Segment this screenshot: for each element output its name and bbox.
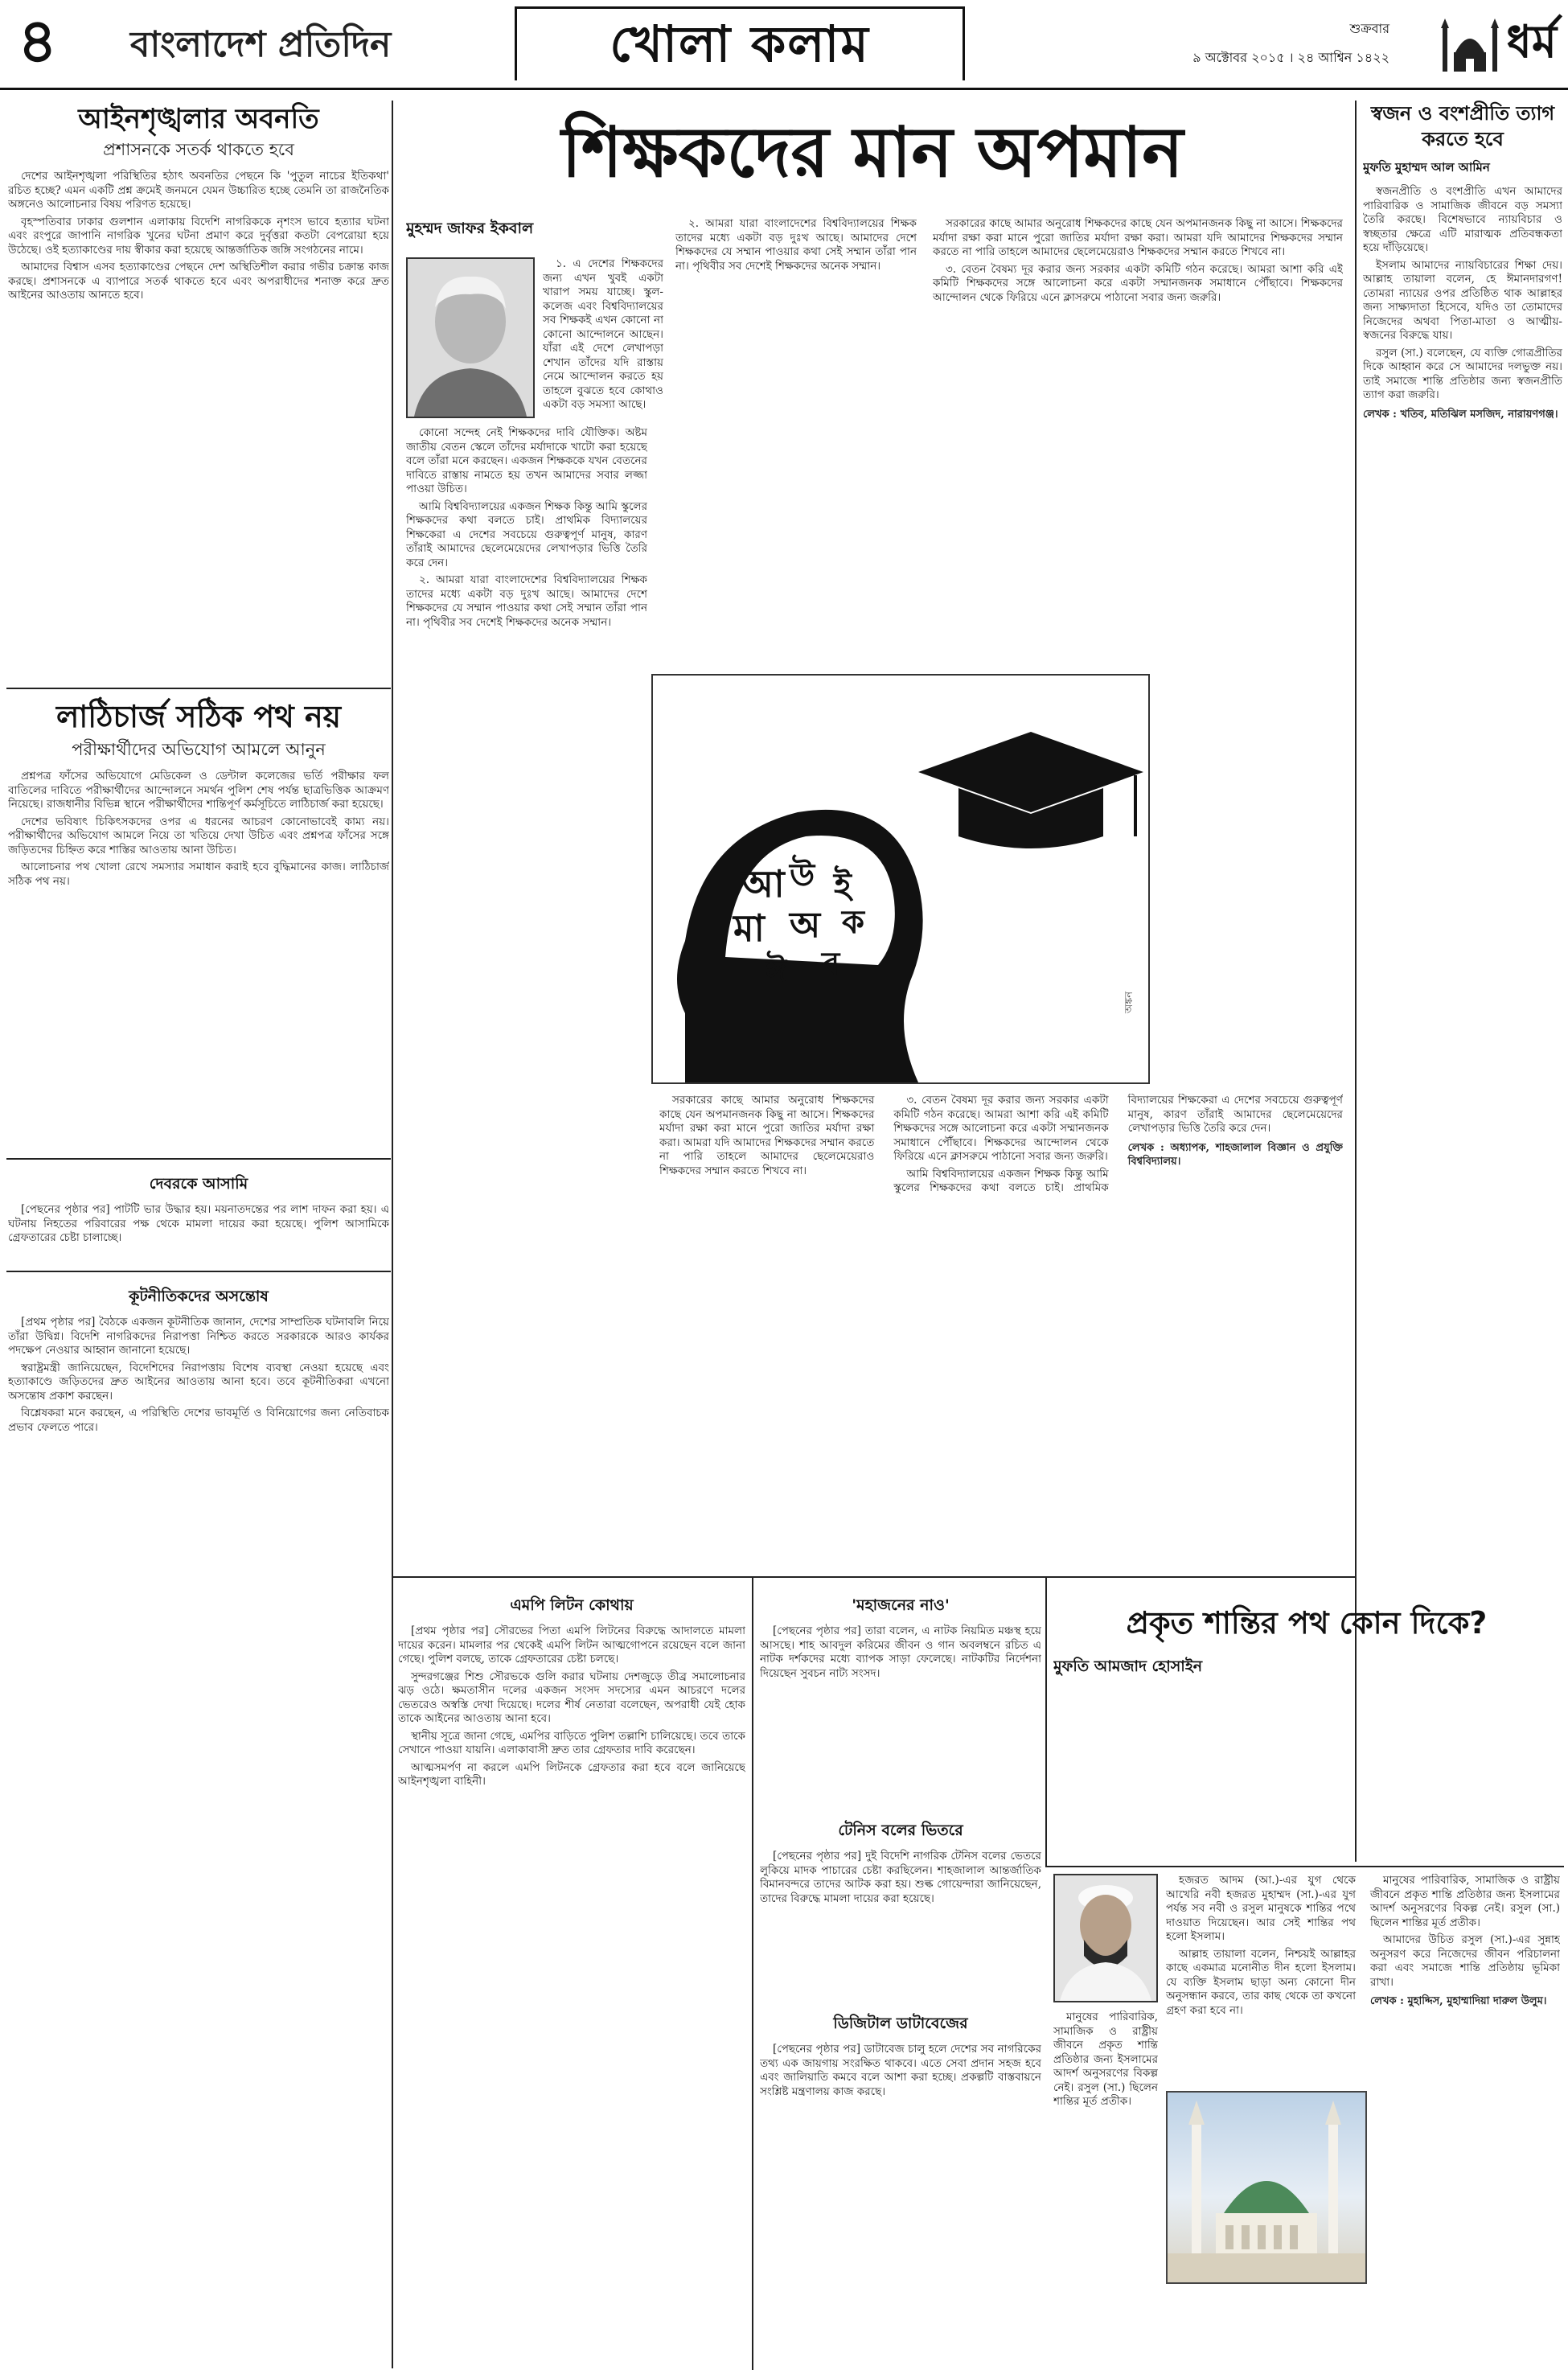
news-tennis-ball [760, 1811, 1041, 1996]
paragraph: ৩. বেতন বৈষম্য দূর করার জন্য সরকার একটা কমিটি গঠন করেছে। আমরা আশা করি এই কমিটি শিক্ষকদের সঙ্গে আলোচনা করে একটা সম্মানজনক সমাধানে পৌঁছাবে। শিক্ষকদের আন্দোলন থেকে ফিরিয়ে এনে ক্লাসরুমে পাঠানো সবার জন্য জরুরি। [893, 1094, 1109, 1163]
lead-column-2 [406, 426, 647, 1568]
paragraph: স্থানীয় সূত্রে জানা গেছে, এমপির বাড়িতে পুলিশ তল্লাশি চালিয়েছে। তবে তাকে সেখানে পাওয়া যায়নি। এলাকাবাসী দ্রুত তার গ্রেফতার দাবি করেছেন। [398, 1729, 745, 1756]
article-title: প্রকৃত শান্তির পথ কোন দিকে? [1126, 1605, 1488, 1641]
religion-article-peace-head [1053, 1586, 1560, 1859]
article-subtitle: প্রশাসনকে সতর্ক থাকতে হবে [103, 140, 294, 159]
page-header [0, 0, 1568, 90]
mosque-image [1168, 2093, 1365, 2282]
section-rule [6, 1158, 391, 1160]
section-rule [1045, 1866, 1564, 1867]
paragraph: সরকারের কাছে আমার অনুরোধ শিক্ষকদের কাছে যেন অপমানজনক কিছু না আসে। শিক্ষকদের মর্যাদা রক্ষা করা মানে পুরো জাতির মর্যাদা রক্ষা করা। আমরা যদি আমাদের শিক্ষকদের সম্মান করতে না পারি তাহলে আমাদের ছেলেমেয়েরাও শিক্ষকদের সম্মান করতে শিখবে না। [659, 1094, 875, 1177]
article-body [1053, 2011, 1158, 2109]
news-digital-database [760, 2004, 1041, 2366]
article-title: এমপি লিটন কোথায় [510, 1596, 634, 1614]
column-rule [752, 1578, 753, 2370]
paragraph: প্রশ্নপত্র ফাঁসের অভিযোগে মেডিকেল ও ডেন্টাল কলেজের ভর্তি পরীক্ষার ফল বাতিলের দাবিতে পরীক্ষার্থীদের আন্দোলনে সমর্থন পুলিশ শেষ পর্যন্ত ছাত্রভিত্তিক আক্রমণ নিয়েছে। রাজধানীর বিভিন্ন স্থানে পরীক্ষার্থীদের শান্তিপূর্ণ কর্মসূচিতে লাঠিচার্জ করা হয়েছে। [8, 770, 389, 811]
author-photo [1055, 1875, 1156, 2001]
writer-note: লেখক : অধ্যাপক, শাহজালাল বিজ্ঞান ও প্রযুক্তি বিশ্ববিদ্যালয়। [1127, 1141, 1343, 1168]
byline: মুহম্মদ জাফর ইকবাল [406, 220, 534, 237]
paragraph: [প্রথম পৃষ্ঠার পর] সৌরভের পিতা এমপি লিটনের বিরুদ্ধে আদালতে মামলা দায়ের করেন। মামলার পর থেকেই এমপি লিটন আত্মগোপনে রয়েছেন বলে জানা গেছে। পুলিশ বলছে, তাকে গ্রেফতারের চেষ্টা চলছে। [398, 1624, 745, 1665]
article-body [659, 1094, 1343, 1196]
article-title: আইনশৃঙ্খলার অবনতি [78, 103, 319, 135]
paragraph: ৩. বেতন বৈষম্য দূর করার জন্য সরকার একটা কমিটি গঠন করেছে। আমরা আশা করি এই কমিটি শিক্ষকদের সঙ্গে আলোচনা করে একটা সম্মানজনক সমাধানে পৌঁছাবে। শিক্ষকদের আন্দোলন থেকে ফিরিয়ে এনে ক্লাসরুমে পাঠানো সবার জন্য জরুরি। [933, 262, 1343, 304]
editorial-law-order [8, 101, 389, 686]
paragraph: মানুষের পারিবারিক, সামাজিক ও রাষ্ট্রীয় জীবনে প্রকৃত শান্তি প্রতিষ্ঠার জন্য ইসলামের আদর্শ অনুসরণের বিকল্প নেই। রসুল (সা.) ছিলেন শান্তির মূর্ত প্রতীক। [1053, 2011, 1158, 2108]
paragraph: স্বজনপ্রীতি ও বংশপ্রীতি এখন আমাদের পারিবারিক ও সামাজিক জীবনে বড় সমস্যা তৈরি করছে। বিশেষভাবে ন্যায়বিচার ও স্বচ্ছতার ক্ষেত্রে এটি মারাত্মক প্রতিবন্ধকতা হয়ে দাঁড়িয়েছে। [1363, 185, 1562, 254]
paragraph: স্বরাষ্ট্রমন্ত্রী জানিয়েছেন, বিদেশিদের নিরাপত্তায় বিশেষ ব্যবস্থা নেওয়া হয়েছে এবং হত্যাকাণ্ডে জড়িতদের দ্রুত আইনের আওতায় আনা হবে। তবে কূটনীতিকরা এখনো অসন্তোষ প্রকাশ করছেন। [8, 1361, 389, 1403]
religion-section-label [1396, 6, 1557, 84]
paragraph: দেশের আইনশৃঙ্খলা পরিস্থিতির হঠাৎ অবনতির পেছনে কি 'পুতুল নাচের ইতিকথা' রচিত হচ্ছে? এমন একটি প্রশ্ন ক্রমেই জনমনে যেমন উচ্চারিত হচ্ছে তেমনি তা রাজনৈতিক অঙ্গনেও আলোচনার বিষয় পরিণত হয়েছে। [8, 170, 389, 211]
mosque-photo [1166, 2091, 1367, 2284]
article-body [8, 770, 389, 889]
article-subtitle: পরীক্ষার্থীদের অভিযোগ আমলে আনুন [72, 740, 326, 759]
paragraph: ১. এ দেশের শিক্ষকদের জন্য এখন খুবই একটা খারাপ সময় যাচ্ছে। স্কুল-কলেজ এবং বিশ্ববিদ্যালয়ের সব শিক্ষকই এখন কোনো না কোনো আন্দোলনে আছেন। যাঁরা এই দেশে লেখাপড়া শেখান তাঁদের যদি রাস্তায় নেমে আন্দোলন করতে হয় তাহলে বুঝতে হবে কোথাও একটা বড় সমস্যা আছে। [543, 257, 663, 411]
article-title: ডিজিটাল ডাটাবেজের [833, 2015, 968, 2032]
article-body [760, 1624, 1041, 1681]
paragraph: আমাদের বিশ্বাস এসব হত্যাকাণ্ডের পেছনে দেশ অস্থিতিশীল করার গভীর চক্রান্ত কাজ করছে। প্রশাসনকে এ ব্যাপারে সতর্ক থাকতে হবে এবং অপরাধীদের শনাক্ত করে দ্রুত আইনের আওতায় আনতে হবে। [8, 261, 389, 302]
paragraph: দেশের ভবিষ্যৎ চিকিৎসকদের ওপর এ ধরনের আচরণ কোনোভাবেই কাম্য নয়। পরীক্ষার্থীদের অভিযোগ আমলে নিয়ে তা খতিয়ে দেখা উচিত এবং প্রশ্নপত্র ফাঁসের সঙ্গে জড়িতদের চিহ্নিত করে শাস্তির আওতায় আনা উচিত। [8, 815, 389, 856]
byline: মুফতি মুহাম্মদ আল আমিন [1363, 160, 1490, 175]
paragraph: [পেছনের পৃষ্ঠার পর] পাটটি ভার উদ্ধার হয়। ময়নাতদন্তের পর লাশ দাফন করা হয়। এ ঘটনায় নিহতের পরিবারের পক্ষ থেকে মামলা দায়ের করা হয়েছে। পুলিশ আসামিকে গ্রেফতারের চেষ্টা চালাচ্ছে। [8, 1203, 389, 1244]
article-body [8, 1316, 389, 1435]
paragraph: ইসলাম আমাদের ন্যায়বিচারের শিক্ষা দেয়। আল্লাহ তায়ালা বলেন, হে ঈমানদারগণ! তোমরা ন্যায়ের ওপর প্রতিষ্ঠিত থাক আল্লাহর জন্য সাক্ষ্যদাতা হিসেবে, যদিও তা তোমাদের নিজেদের অথবা পিতা-মাতা ও আত্মীয়-স্বজনের বিরুদ্ধে যায়। [1363, 258, 1562, 342]
lead-headline: শিক্ষকদের মান অপমান [561, 113, 1184, 193]
paragraph: হজরত আদম (আ.)-এর যুগ থেকে আখেরি নবী হজরত মুহাম্মদ (সা.)-এর যুগ পর্যন্ত সব নবী ও রসুল মানুষকে শান্তির পথে দাওয়াত দিয়েছেন। আর সেই শান্তির পথ হলো ইসলাম। [1166, 1874, 1356, 1943]
illustration-credit: অঙ্কন [1123, 991, 1135, 1013]
mosque-icon [1439, 17, 1502, 73]
illustration-letter: মা [733, 906, 765, 950]
author-portrait [406, 257, 535, 418]
day-label: শুক্রবার [1349, 21, 1389, 36]
paragraph: রসুল (সা.) বলেছেন, যে ব্যক্তি গোত্রপ্রীতির দিকে আহ্বান করে সে আমাদের দলভুক্ত নয়। তাই সমাজে শান্তি প্রতিষ্ঠার জন্য স্বজনপ্রীতি ত্যাগ করা জরুরি। [1363, 346, 1562, 401]
article-title: দেবরকে আসামি [149, 1175, 248, 1193]
author-photo [408, 259, 533, 417]
article-body [1166, 1874, 1560, 2018]
article-title: কূটনীতিকদের অসন্তোষ [129, 1288, 269, 1305]
news-mahajoner-nao [760, 1586, 1041, 1803]
page-number: ৪ [18, 5, 58, 76]
paragraph: ২. আমরা যারা বাংলাদেশের বিশ্ববিদ্যালয়ের শিক্ষক তাদের মধ্যে একটা বড় দুঃখ আছে। আমাদের দেশে শিক্ষকদের যে সম্মান পাওয়ার কথা সেই সম্মান তাঁরা পান না। পৃথিবীর সব দেশেই শিক্ষকদের অনেক সম্মান। [675, 217, 917, 273]
paragraph: আমি বিশ্ববিদ্যালয়ের একজন শিক্ষক কিন্তু আমি স্কুলের শিক্ষকদের কথা বলতে চাই। প্রাথমিক বিদ্যালয়ের শিক্ষকেরা এ দেশের সবচেয়ে গুরুত্বপূর্ণ মানুষ, কারণ তাঁরাই আমাদের ছেলেমেয়েদের লেখাপড়ার ভিত্তি তৈরি করে দেন। [406, 499, 647, 569]
paragraph: ২. আমরা যারা বাংলাদেশের বিশ্ববিদ্যালয়ের শিক্ষক তাদের মধ্যে একটা বড় দুঃখ আছে। আমাদের দেশে শিক্ষকদের যে সম্মান পাওয়ার কথা সেই সম্মান তাঁরা পান না। পৃথিবীর সব দেশেই শিক্ষকদের অনেক সম্মান। [406, 573, 647, 629]
illustration-letter: ক [842, 904, 864, 941]
paragraph: মানুষের পারিবারিক, সামাজিক ও রাষ্ট্রীয় জীবনে প্রকৃত শান্তি প্রতিষ্ঠার জন্য ইসলামের আদর্শ অনুসরণের বিকল্প নেই। রসুল (সা.) ছিলেন শান্তির মূর্ত প্রতীক। [1370, 1874, 1560, 1929]
article-body [933, 217, 1343, 305]
illustration-letter: আ [741, 862, 785, 906]
paragraph: কোনো সন্দেহ নেই শিক্ষকদের দাবি যৌক্তিক। অষ্টম জাতীয় বেতন স্কেলে তাঁদের মর্যাদাকে খাটো করা হয়েছে বলে তাঁরা মনে করছেন। একজন শিক্ষককে যখন বেতনের দাবিতে রাস্তায় নামতে হয় তখন আমাদের সবার লজ্জা পাওয়া উচিত। [406, 426, 647, 495]
religion-article-peace-body-left [1053, 2011, 1158, 2364]
paragraph: আমাদের উচিত রসুল (সা.)-এর সুন্নাহ অনুসরণ করে নিজেদের জীবন পরিচালনা করা এবং সমাজে শান্তি প্রতিষ্ঠায় ভূমিকা রাখা। [1370, 1933, 1560, 1989]
section-rule [6, 1271, 391, 1272]
paragraph: আত্মসমর্পণ না করলে এমপি লিটনকে গ্রেফতার করা হবে বলে জানিয়েছে আইনশৃঙ্খলা বাহিনী। [398, 1760, 745, 1788]
date-block [1192, 14, 1389, 72]
article-body [8, 170, 389, 303]
lead-column-bottom [659, 1094, 1343, 1568]
paragraph: [পেছনের পৃষ্ঠার পর] দুই বিদেশি নাগরিক টেনিস বলের ভেতরে লুকিয়ে মাদক পাচারের চেষ্টা করছিলেন। শাহজালাল আন্তর্জাতিক বিমানবন্দরে তাদের আটক করা হয়। শুল্ক গোয়েন্দারা জানিয়েছেন, তাদের বিরুদ্ধে মামলা দায়ের করা হয়েছে। [760, 1850, 1041, 1905]
masthead: বাংলাদেশ প্রতিদিন [130, 24, 392, 65]
article-title: 'মহাজনের নাও' [852, 1596, 950, 1614]
writer-note: লেখক : খতিব, মতিঝিল মসজিদ, নারায়ণগঞ্জ। [1363, 408, 1558, 421]
section-rule [6, 688, 391, 689]
section-title: খোলা কলাম [515, 6, 965, 80]
news-deborke-asami [8, 1164, 389, 1269]
column-rule [1045, 1578, 1047, 1867]
editorial-lathicharge [8, 696, 389, 1154]
illustration-letter: উ [790, 857, 815, 894]
lead-illustration [651, 674, 1150, 1084]
paragraph: [পেছনের পৃষ্ঠার পর] ডাটাবেজ চালু হলে দেশের সব নাগরিকের তথ্য এক জায়গায় সংরক্ষিত থাকবে। এতে সেবা প্রদান সহজ হবে এবং জালিয়াতি কমবে বলে আশা করা হচ্ছে। প্রকল্পটি বাস্তবায়নে সংশ্লিষ্ট মন্ত্রণালয় কাজ করছে। [760, 2043, 1041, 2098]
paragraph: [প্রথম পৃষ্ঠার পর] বৈঠকে একজন কূটনীতিক জানান, দেশের সাম্প্রতিক ঘটনাবলি নিয়ে তাঁরা উদ্বিগ্ন। বিদেশি নাগরিকদের নিরাপত্তা নিশ্চিত করতে সরকারকে আরও কার্যকর পদক্ষেপ নেওয়ার আহ্বান জানানো হয়েছে। [8, 1316, 389, 1357]
lead-column-4 [933, 217, 1343, 667]
article-body [1363, 185, 1562, 421]
paragraph: সুন্দরগঞ্জের শিশু সৌরভকে গুলি করার ঘটনায় দেশজুড়ে তীব্র সমালোচনার ঝড় ওঠে। ক্ষমতাসীন দলের একজন সংসদ সদস্যের এমন আচরণে দলের ভেতরেও অস্বস্তি দেখা দিয়েছে। দলের শীর্ষ নেতারা বলেছেন, অপরাধী যেই হোক তাকে আইনের আওতায় আনা হবে। [398, 1670, 745, 1725]
paragraph: আল্লাহ তায়ালা বলেন, নিশ্চয়ই আল্লাহর কাছে একমাত্র মনোনীত দীন হলো ইসলাম। যে ব্যক্তি ইসলাম ছাড়া অন্য কোনো দীন অনুসন্ধান করবে, তার কাছ থেকে তা কখনো গ্রহণ করা হবে না। [1166, 1947, 1356, 2017]
article-body [406, 426, 647, 630]
article-title: টেনিস বলের ভিতরে [838, 1822, 963, 1839]
article-body [8, 1203, 389, 1246]
news-diplomats [8, 1277, 389, 2367]
paragraph: আলোচনার পথ খোলা রেখে সমস্যার সমাধান করাই হবে বুদ্ধিমানের কাজ। লাঠিচার্জ সঠিক পথ নয়। [8, 860, 389, 888]
article-body [760, 2043, 1041, 2099]
cartoon-head-mortarboard [653, 676, 1148, 1082]
article-body [398, 1624, 745, 1789]
paragraph: আমি বিশ্ববিদ্যালয়ের একজন শিক্ষক কিন্তু আমি স্কুলের শিক্ষকদের কথা বলতে চাই। প্রাথমিক বিদ্যালয়ের শিক্ষকেরা এ দেশের সবচেয়ে গুরুত্বপূর্ণ মানুষ, কারণ তাঁরাই আমাদের ছেলেমেয়েদের লেখাপড়ার ভিত্তি তৈরি করে দেন। [893, 1094, 1343, 1194]
author-portrait [1053, 1874, 1158, 2002]
writer-note: লেখক : মুহাদ্দিস, মুহাম্মাদিয়া দারুল উলুম। [1370, 1995, 1547, 2007]
religion-section-title: ধর্ম [1506, 16, 1557, 68]
news-mp-liton [398, 1586, 745, 2366]
paragraph: সরকারের কাছে আমার অনুরোধ শিক্ষকদের কাছে যেন অপমানজনক কিছু না আসে। শিক্ষকদের মর্যাদা রক্ষা করা মানে পুরো জাতির মর্যাদা রক্ষা করা। আমরা যদি আমাদের শিক্ষকদের সম্মান করতে না পারি তাহলে আমাদের ছেলেমেয়েরাও শিক্ষকদের সম্মান করতে শিখবে না। [933, 217, 1343, 258]
section-rule [393, 1576, 1355, 1578]
illustration-letter: অ [790, 905, 821, 946]
illustration-letter: ই [834, 865, 852, 905]
date-label: ৯ অক্টোবর ২০১৫ । ২৪ আশ্বিন ১৪২২ [1192, 50, 1389, 65]
paragraph: [পেছনের পৃষ্ঠার পর] তারা বলেন, এ নাটক নিয়মিত মঞ্চস্থ হয়ে আসছে। শাহ আবদুল করিমের জীবন ও গান অবলম্বনে রচিত এ নাটক দর্শকদের মধ্যে ব্যাপক সাড়া ফেলেছে। নাটকটির নির্দেশনা দিয়েছেন সুবচন নাট্য সংসদ। [760, 1624, 1041, 1680]
mortarboard-icon [918, 732, 1143, 848]
article-body [543, 257, 663, 413]
illustration-letter: ঈ [766, 952, 787, 989]
illustration-letter: ব [822, 946, 840, 983]
lead-column-3 [675, 217, 917, 667]
byline: মুফতি আমজাদ হোসাইন [1053, 1657, 1203, 1675]
article-title: স্বজন ও বংশপ্রীতি ত্যাগ করতে হবে [1370, 102, 1555, 150]
article-body [675, 217, 917, 273]
paragraph: বৃহস্পতিবার ঢাকার গুলশান এলাকায় বিদেশি নাগরিককে নৃশংস ভাবে হত্যার ঘটনা এবং রংপুরে জাপানি নাগরিক খুনের ঘটনা প্রমাণ করে দুর্বৃত্তরা কতটা বেপরোয়া হয়ে উঠেছে। ওই হত্যাকাণ্ডের দায় স্বীকার করা হয়েছে আন্তর্জাতিক জঙ্গি সংগঠনের নামে। [8, 215, 389, 257]
article-body [760, 1850, 1041, 1906]
column-rule [392, 101, 393, 2368]
article-title: লাঠিচার্জ সঠিক পথ নয় [55, 699, 342, 734]
paragraph: বিশ্লেষকরা মনে করছেন, এ পরিস্থিতি দেশের ভাবমূর্তি ও বিনিয়োগের জন্য নেতিবাচক প্রভাব ফেলতে পারে। [8, 1407, 389, 1434]
